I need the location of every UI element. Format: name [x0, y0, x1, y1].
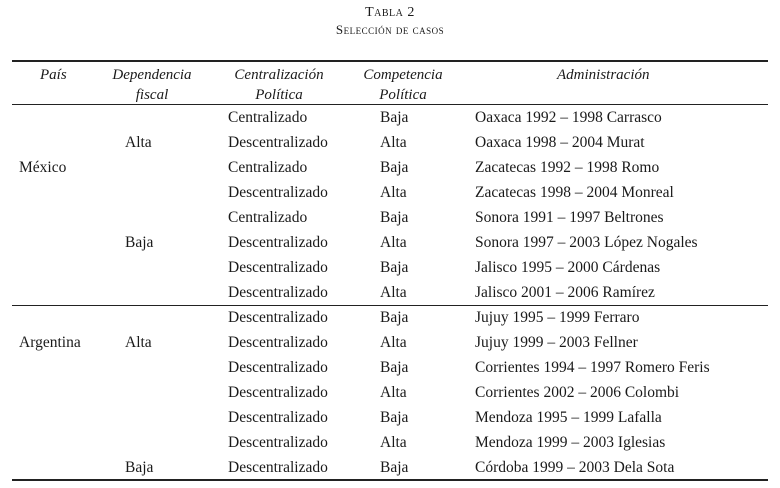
- bottom-rule: [12, 479, 768, 481]
- cell-administracion: Jalisco 2001 – 2006 Ramírez: [475, 284, 655, 301]
- cell-centralizacion: Descentralizado: [228, 409, 328, 426]
- cell-centralizacion: Descentralizado: [228, 284, 328, 301]
- cell-centralizacion: Centralizado: [228, 209, 308, 226]
- cell-competencia: Baja: [380, 359, 409, 376]
- cell-administracion: Oaxaca 1998 – 2004 Murat: [475, 134, 645, 151]
- cell-competencia: Alta: [380, 284, 407, 301]
- header-dependencia-line1: Dependencia: [112, 67, 192, 83]
- cell-competencia: Baja: [380, 159, 409, 176]
- cell-centralizacion: Descentralizado: [228, 384, 328, 401]
- header-administracion: Administración: [557, 67, 650, 83]
- cell-centralizacion: Descentralizado: [228, 359, 328, 376]
- header-centralizacion-line1: Centralización: [234, 67, 324, 83]
- cell-competencia: Baja: [380, 459, 409, 476]
- cell-centralizacion: Centralizado: [228, 109, 308, 126]
- cell-centralizacion: Descentralizado: [228, 259, 328, 276]
- country-argentina: Argentina: [19, 334, 81, 351]
- cell-centralizacion: Descentralizado: [228, 434, 328, 451]
- dependencia-mexico-alta: Alta: [125, 134, 152, 151]
- cell-centralizacion: Centralizado: [228, 159, 308, 176]
- header-pais: País: [40, 67, 67, 83]
- header-centralizacion: [228, 65, 330, 105]
- country-mexico: México: [19, 159, 67, 176]
- dependencia-argentina-alta: Alta: [125, 334, 152, 351]
- cell-competencia: Baja: [380, 309, 409, 326]
- cell-centralizacion: Descentralizado: [228, 309, 328, 326]
- cell-competencia: Alta: [380, 184, 407, 201]
- cell-administracion: Sonora 1991 – 1997 Beltrones: [475, 209, 664, 226]
- cell-centralizacion: Descentralizado: [228, 234, 328, 251]
- cell-competencia: Alta: [380, 434, 407, 451]
- cell-administracion: Zacatecas 1998 – 2004 Monreal: [475, 184, 674, 201]
- cell-administracion: Corrientes 2002 – 2006 Colombi: [475, 384, 680, 401]
- header-dependencia-line2: fiscal: [135, 87, 169, 103]
- header-dependencia: [107, 65, 197, 105]
- cell-centralizacion: Descentralizado: [228, 459, 328, 476]
- header-competencia-line1: Competencia: [363, 67, 443, 83]
- cell-competencia: Alta: [380, 384, 407, 401]
- cell-administracion: Mendoza 1995 – 1999 Lafalla: [475, 409, 662, 426]
- cell-competencia: Alta: [380, 134, 407, 151]
- cell-competencia: Baja: [380, 209, 409, 226]
- cell-administracion: Sonora 1997 – 2003 López Nogales: [475, 234, 698, 251]
- top-rule: [12, 60, 768, 62]
- cell-centralizacion: Descentralizado: [228, 134, 328, 151]
- header-centralizacion-line2: Política: [255, 87, 303, 103]
- header-competencia: [360, 65, 446, 105]
- table-title: Selección de casos: [335, 22, 445, 37]
- cell-centralizacion: Descentralizado: [228, 334, 328, 351]
- cell-competencia: Alta: [380, 234, 407, 251]
- cell-administracion: Córdoba 1999 – 2003 Dela Sota: [475, 459, 675, 476]
- cell-competencia: Baja: [380, 109, 409, 126]
- dependencia-argentina-baja: Baja: [125, 459, 154, 476]
- cell-administracion: Mendoza 1999 – 2003 Iglesias: [475, 434, 666, 451]
- cell-competencia: Alta: [380, 334, 407, 351]
- cell-administracion: Corrientes 1994 – 1997 Romero Feris: [475, 359, 710, 376]
- table-number: Tabla 2: [365, 5, 415, 20]
- dependencia-mexico-baja: Baja: [125, 234, 154, 251]
- cell-administracion: Jujuy 1995 – 1999 Ferraro: [475, 309, 640, 326]
- cell-administracion: Jujuy 1999 – 2003 Fellner: [475, 334, 638, 351]
- cell-administracion: Jalisco 1995 – 2000 Cárdenas: [475, 259, 661, 276]
- cell-centralizacion: Descentralizado: [228, 184, 328, 201]
- cell-administracion: Zacatecas 1992 – 1998 Romo: [475, 159, 660, 176]
- cell-competencia: Baja: [380, 409, 409, 426]
- cell-administracion: Oaxaca 1992 – 1998 Carrasco: [475, 109, 662, 126]
- cell-competencia: Baja: [380, 259, 409, 276]
- header-competencia-line2: Política: [379, 87, 427, 103]
